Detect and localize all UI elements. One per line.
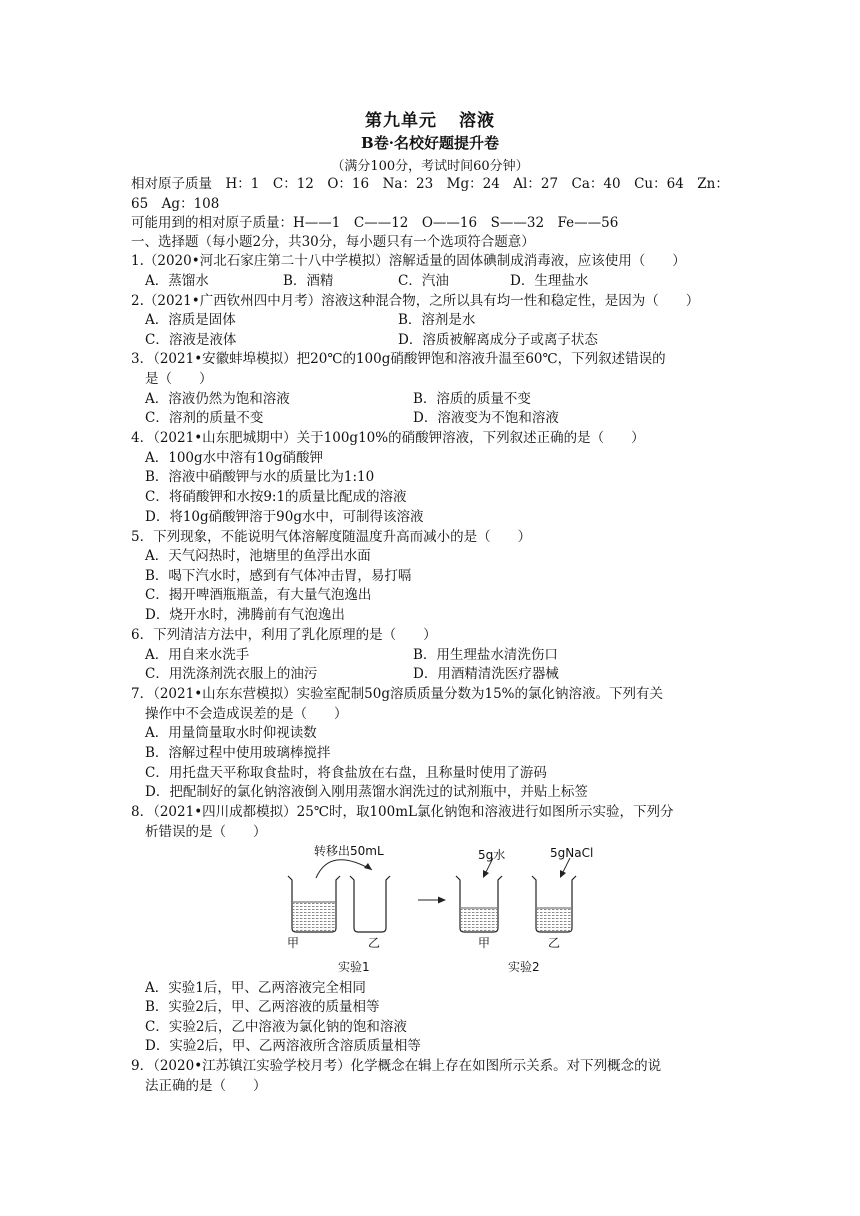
question-8-option-b: B．实验2后，甲、乙两溶液的质量相等: [145, 999, 380, 1015]
beaker-yi-exp1: [350, 876, 390, 932]
question-7-option-c: C．用托盘天平称取食盐时，将食盐放在右盘，且称量时使用了游码: [145, 765, 547, 781]
question-8-stem-cont: 析错误的是（ ）: [145, 824, 267, 840]
page-title: [0, 106, 860, 131]
question-8-option-d: D．实验2后，甲、乙两溶液所含溶质质量相等: [145, 1038, 421, 1054]
question-4-option-d: D．将10g硝酸钾溶于90g水中，可制得该溶液: [145, 509, 424, 525]
question-3-option-d: D．溶液变为不饱和溶液: [413, 410, 559, 426]
question-4-stem: 4．（2021•山东肥城期中）关于100g10%的硝酸钾溶液，下列叙述正确的是（ ）: [131, 430, 645, 446]
question-8-stem: 8．（2021•四川成都模拟）25℃时，取100mL氯化钠饱和溶液进行如图所示实验，下列分: [131, 804, 674, 820]
process-arrowhead: [438, 897, 446, 904]
score-info: （满分100分，考试时间60分钟）: [331, 159, 529, 174]
question-9-stem: 9．（2020•江苏镇江实验学校月考）化学概念在辑上存在如图所示关系。对下列概念的说: [131, 1058, 662, 1074]
question-7-option-d: D．把配制好的氯化钠溶液倒入刚用蒸馏水润洗过的试剂瓶中，并贴上标签: [145, 784, 588, 800]
label-jia-exp1: 甲: [287, 936, 300, 950]
question-6-option-d: D．用酒精清洗医疗器械: [413, 666, 559, 682]
label-experiment-2: 实验2: [508, 960, 540, 974]
question-9-stem-cont: 法正确的是（ ）: [145, 1078, 267, 1094]
question-3-option-c: C．溶剂的质量不变: [145, 410, 264, 426]
nacl-add-arrow: [562, 858, 570, 874]
section-heading: 一、选择题（每小题2分，共30分，每小题只有一个选项符合题意）: [131, 234, 535, 250]
question-7-option-a: A．用量筒量取水时仰视读数: [145, 725, 317, 741]
question-2-option-b: B．溶剂是水: [398, 312, 476, 328]
question-7-stem-cont: 操作中不会造成误差的是（ ）: [145, 706, 348, 722]
question-6-option-b: B．用生理盐水清洗伤口: [413, 647, 558, 663]
question-6-stem: 6．下列清洁方法中，利用了乳化原理的是（ ）: [131, 627, 437, 643]
atomic-mass-line-2: 65 Ag：108: [131, 196, 220, 212]
question-5-option-a: A．天气闷热时，池塘里的鱼浮出水面: [145, 548, 371, 564]
question-8-option-c: C．实验2后，乙中溶液为氯化钠的饱和溶液: [145, 1019, 407, 1035]
question-4-option-a: A．100g水中溶有10g硝酸钾: [145, 450, 323, 466]
experiment-figure: [280, 842, 594, 976]
label-nacl: 5gNaCl: [550, 846, 594, 860]
question-6-option-c: C．用洗涤剂洗衣服上的油污: [145, 666, 318, 682]
label-transfer: 转移出50mL: [314, 844, 384, 858]
question-1-stem: 1.（2020•河北石家庄第二十八中学模拟）溶解适量的固体碘制成消毒液，应该使用（ ）: [131, 253, 686, 269]
question-3-option-a: A．溶液仍然为饱和溶液: [145, 391, 290, 407]
question-1-option-c: C．汽油: [398, 273, 449, 289]
label-experiment-1: 实验1: [338, 960, 370, 974]
question-3-stem-cont: 是（ ）: [145, 371, 213, 387]
atomic-mass-line-1: 相对原子质量 H：1 C：12 O：16 Na：23 Mg：24 Al：27 Ca：40 Cu：64 Zn：: [131, 176, 729, 192]
question-5-option-d: D．烧开水时，沸腾前有气泡逸出: [145, 607, 345, 623]
question-1-option-a: A．蒸馏水: [145, 273, 209, 289]
question-4-option-c: C．将硝酸钾和水按9:1的质量比配成的溶液: [145, 489, 407, 505]
beaker-jia-exp1: [288, 876, 340, 932]
atomic-mass-line-3: 可能用到的相对原子质量：H——1 C——12 O——16 S——32 Fe——56: [131, 215, 619, 231]
question-1-option-d: D．生理盐水: [510, 273, 589, 289]
question-1-option-b: B．酒精: [283, 273, 334, 289]
label-yi-exp1: 乙: [368, 936, 381, 950]
question-5-option-c: C．揭开啤酒瓶瓶盖，有大量气泡逸出: [145, 587, 372, 603]
question-8-option-a: A．实验1后，甲、乙两溶液完全相同: [145, 980, 366, 996]
transfer-arrow: [316, 860, 372, 878]
question-2-option-d: D．溶质被解离成分子或离子状态: [398, 332, 598, 348]
title-unit: 第九单元: [365, 111, 437, 131]
question-6-option-a: A．用自来水洗手: [145, 647, 250, 663]
beaker-yi-exp2: [532, 876, 576, 932]
page-subtitle: B卷·名校好题提升卷: [361, 134, 499, 152]
beaker-jia-exp2: [456, 876, 502, 932]
experiment-diagram: [280, 842, 580, 976]
question-5-option-b: B．喝下汽水时，感到有气体冲击胃，易打嗝: [145, 568, 412, 584]
title-topic: 溶液: [459, 111, 495, 131]
question-3-stem: 3．（2021•安徽蚌埠模拟）把20℃的100g硝酸钾饱和溶液升温至60℃，下列叙述错误的: [131, 351, 666, 367]
label-yi-exp2: 乙: [548, 936, 561, 950]
question-4-option-b: B．溶液中硝酸钾与水的质量比为1:10: [145, 469, 375, 485]
question-2-option-a: A．溶质是固体: [145, 312, 236, 328]
label-jia-exp2: 甲: [478, 936, 491, 950]
question-7-stem: 7．（2021•山东东营模拟）实验室配制50g溶质质量分数为15%的氯化钠溶液。下列有关: [131, 686, 663, 702]
question-5-stem: 5．下列现象，不能说明气体溶解度随温度升高而减小的是（ ）: [131, 529, 532, 545]
question-2-option-c: C．溶液是液体: [145, 332, 237, 348]
question-7-option-b: B．溶解过程中使用玻璃棒搅拌: [145, 745, 331, 761]
label-water: 5g水: [478, 848, 506, 862]
question-3-option-b: B．溶质的质量不变: [413, 391, 531, 407]
question-2-stem: 2.（2021•广西钦州四中月考）溶液这种混合物，之所以具有均一性和稳定性，是因为（ ）: [131, 293, 700, 309]
transfer-arrowhead: [364, 863, 372, 870]
